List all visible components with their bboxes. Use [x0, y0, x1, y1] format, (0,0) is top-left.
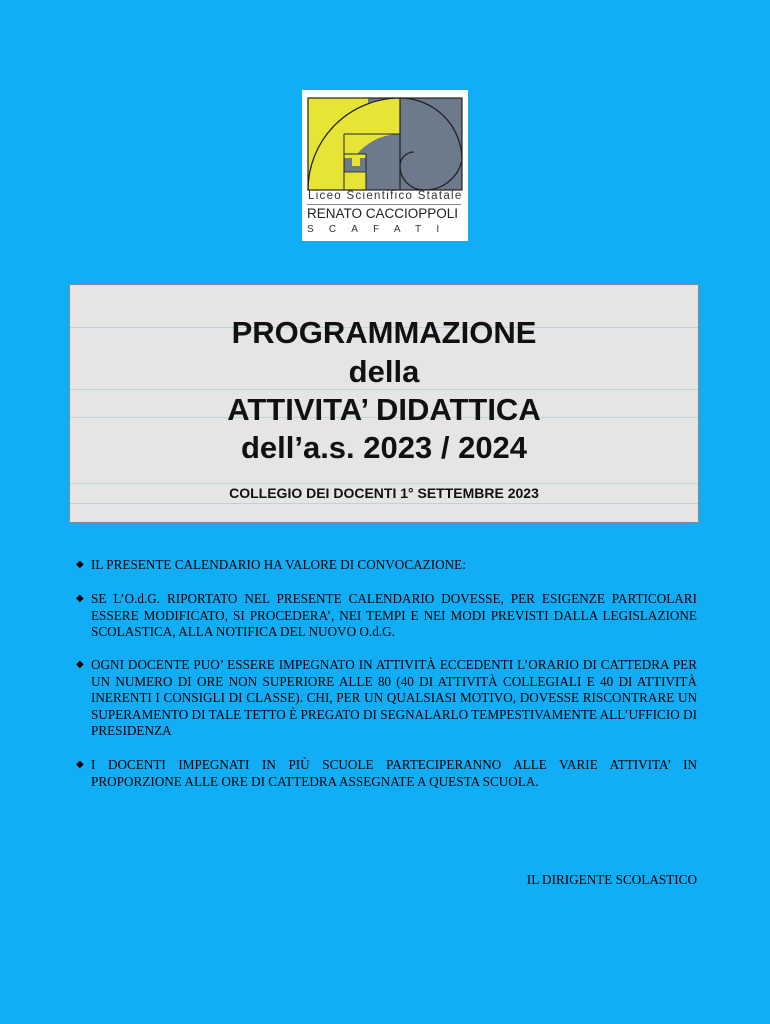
emblem-tiny-square: [352, 158, 360, 166]
logo-school-city: SCAFATI: [307, 224, 455, 235]
signature-line: IL DIRIGENTE SCOLASTICO: [526, 872, 697, 887]
bullet-item: [76, 557, 697, 574]
document-title-connector: della: [348, 354, 420, 389]
bullet-text: SE L’O.d.G. RIPORTATO NEL PRESENTE CALENDARIO DOVESSE, PER ESIGENZE PARTICOLARI ESSERE MODIFICATO, SI PROCEDERA’, NEI TEMPI E NEI MODI PREVISTI DALLA LEGISLAZIONE SCOLASTICA, ALLA NOTIFICA DEL NUOVO O.d.G.: [91, 591, 697, 639]
bullet-item: [76, 657, 697, 740]
document-school-year: dell’a.s. 2023 / 2024: [240, 430, 528, 465]
diamond-bullet-icon: ◆: [76, 659, 84, 670]
diamond-bullet-icon: ◆: [76, 559, 84, 570]
diamond-bullet-icon: ◆: [76, 759, 84, 770]
bullet-item: [76, 757, 697, 790]
title-box-rule: [70, 503, 698, 504]
diamond-bullet-icon: ◆: [76, 593, 84, 604]
document-title: PROGRAMMAZIONE: [231, 315, 537, 350]
bullet-text: OGNI DOCENTE PUO’ ESSERE IMPEGNATO IN ATTIVITÀ ECCEDENTI L’ORARIO DI CATTEDRA PER UN NUMERO DI ORE NON SUPERIORE ALLE 80 (40 DI ATTIVITÀ COLLEGIALI E 40 DI ATTIVITÀ INERENTI I CONSIGLI DI CLASSE). CHI, PER UN QUALSIASI MOTIVO, DOVESSE RISCONTRARE UN SUPERAMENTO DI TALE TETTO È PREGATO DI SEGNALARLO TEMPESTIVAMENTE ALL’UFFICIO DI PRESIDENZA: [91, 657, 697, 738]
title-box-rule: [70, 483, 698, 484]
document-title-subject: ATTIVITA’ DIDATTICA: [227, 392, 541, 427]
school-logo: [302, 90, 468, 241]
bullet-text: I DOCENTI IMPEGNATI IN PIÙ SCUOLE PARTECIPERANNO ALLE VARIE ATTIVITA’ IN PROPORZIONE ALLE ORE DI CATTEDRA ASSEGNATE A QUESTA SCUOLA.: [91, 757, 697, 789]
logo-school-name: RENATO CACCIOPPOLI: [307, 206, 459, 221]
logo-divider: [307, 204, 461, 205]
golden-spiral-emblem: [306, 96, 464, 192]
logo-school-type: Liceo Scientifico Statale: [308, 190, 463, 202]
document-subtitle: COLLEGIO DEI DOCENTI 1° SETTEMBRE 2023: [229, 485, 539, 501]
bullet-item: [76, 591, 697, 641]
bullet-text: IL PRESENTE CALENDARIO HA VALORE DI CONVOCAZIONE:: [91, 557, 466, 572]
title-box: [69, 284, 699, 523]
